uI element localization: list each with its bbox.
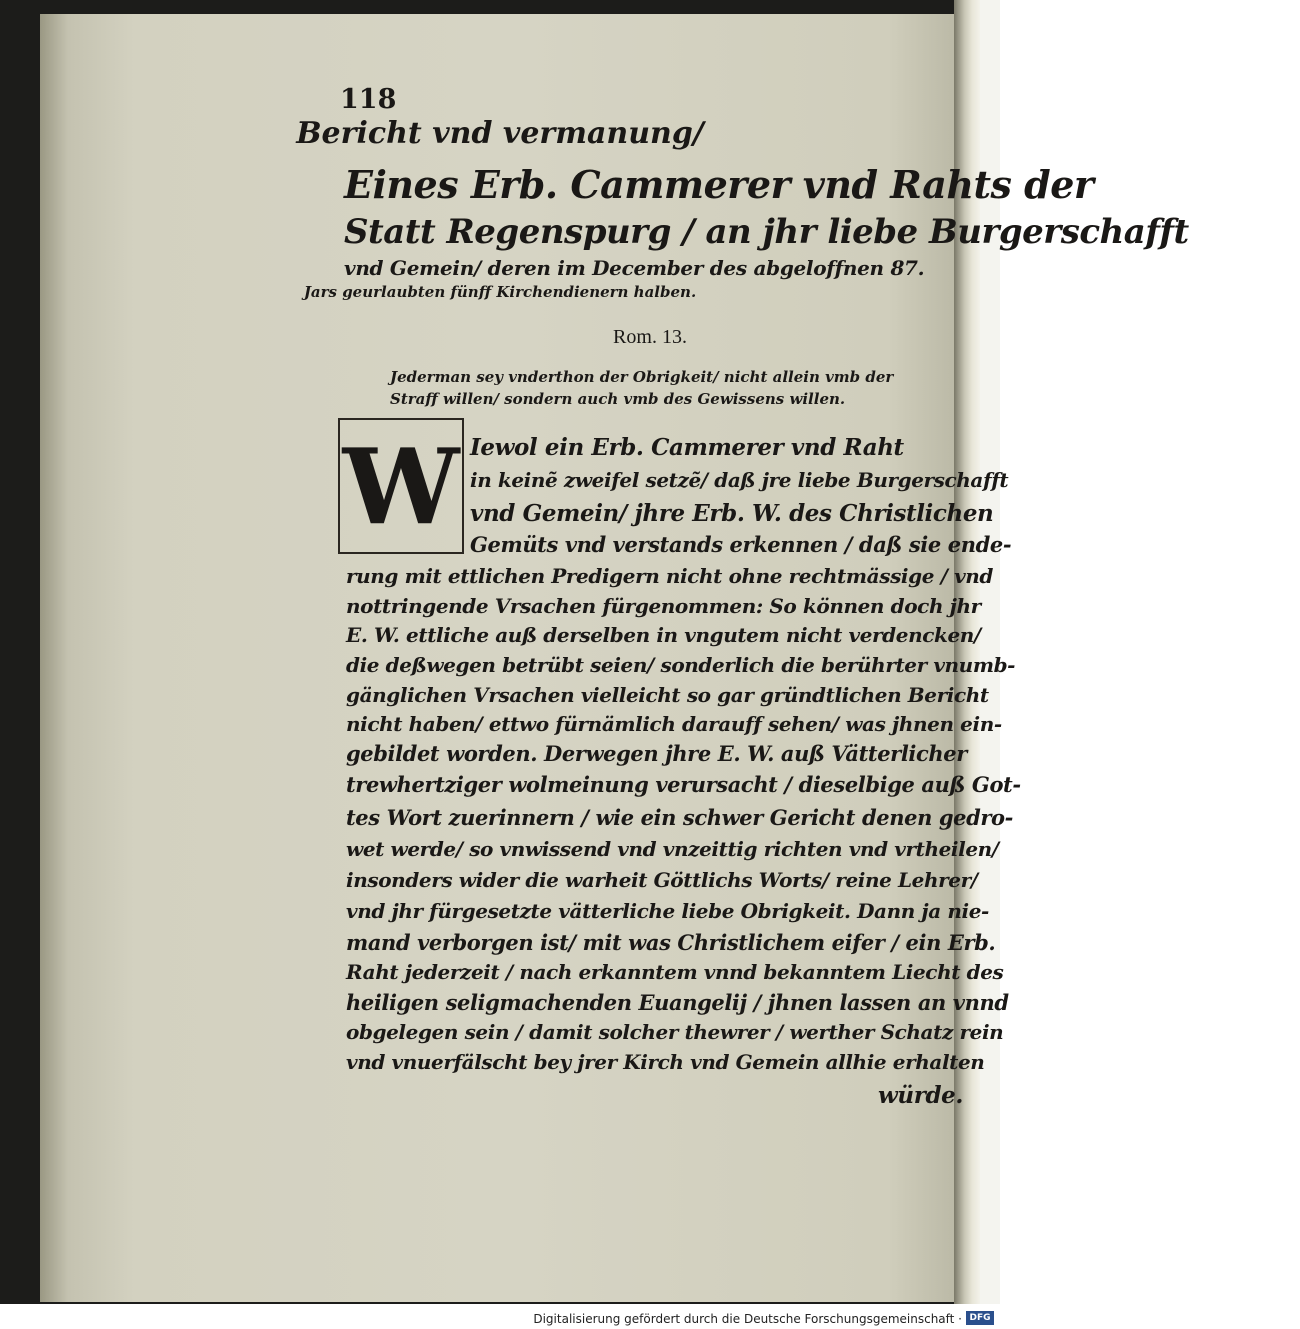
body-line-18: Raht jederzeit / nach erkanntem vnnd bekanntem Liecht des [346, 960, 1004, 984]
drop-cap-initial [338, 418, 464, 554]
body-line-12: trewhertziger wolmeinung verursacht / dieselbige auß Got- [346, 772, 1021, 797]
body-line-5: rung mit ettlichen Predigern nicht ohne rechtmässige / vnd [346, 564, 994, 588]
body-line-13: tes Wort zuerinnern / wie ein schwer Gericht denen gedro- [346, 805, 1013, 830]
epigraph-line-2: Straff willen/ sondern auch vmb des Gewissens willen. [390, 390, 846, 408]
body-line-11: gebildet worden. Derwegen jhre E. W. auß Vätterlicher [346, 741, 967, 766]
body-line-19: heiligen seligmachenden Euangelij / jhnen lassen an vnnd [346, 990, 1009, 1015]
body-line-4: Gemüts vnd verstands erkennen / daß sie ende- [470, 532, 1012, 557]
body-line-2: in keinẽ zweifel setzẽ/ daß jre liebe Burgerschafft [470, 468, 1009, 492]
epigraph-line-1: Jederman sey vnderthon der Obrigkeit/ nicht allein vmb der [390, 368, 894, 386]
title-line-5: Jars geurlaubten fünff Kirchendienern halben. [303, 283, 697, 301]
body-line-3: vnd Gemein/ jhre Erb. W. des Christlichen [470, 500, 994, 527]
body-line-14: wet werde/ so vnwissend vnd vnzeittig richten vnd vrtheilen/ [346, 837, 999, 861]
title-line-3: Statt Regenspurg / an jhr liebe Burgerschafft [344, 212, 1189, 252]
body-line-9: gänglichen Vrsachen vielleicht so gar gründtlichen Bericht [346, 683, 989, 707]
title-line-2: Eines Erb. Cammerer vnd Rahts der [344, 162, 1094, 207]
scripture-reference: Rom. 13. [613, 326, 687, 348]
body-line-6: nottringende Vrsachen fürgenommen: So können doch jhr [346, 594, 981, 618]
body-line-7: E. W. ettliche auß derselben in vngutem nicht verdencken/ [346, 623, 981, 647]
drop-cap-letter: W [342, 424, 460, 548]
body-line-10: nicht haben/ ettwo fürnämlich darauff sehen/ was jhnen ein- [346, 712, 1002, 736]
body-line-8: die deßwegen betrübt seien/ sonderlich die berührter vnumb- [346, 653, 1016, 677]
body-line-17: mand verborgen ist/ mit was Christlichem eifer / ein Erb. [346, 930, 996, 955]
title-line-1: Bericht vnd vermanung/ [296, 116, 704, 151]
body-line-22: würde. [878, 1082, 963, 1109]
page-number: 118 [340, 84, 397, 115]
body-line-1: Iewol ein Erb. Cammerer vnd Raht [470, 434, 904, 461]
body-line-15: insonders wider die warheit Göttlichs Worts/ reine Lehrer/ [346, 868, 978, 892]
body-line-21: vnd vnuerfälscht bey jrer Kirch vnd Gemein allhie erhalten [346, 1050, 985, 1074]
body-line-16: vnd jhr fürgesetzte vätterliche liebe Obrigkeit. Dann ja nie- [346, 899, 989, 923]
dfg-logo-icon: DFG [966, 1311, 994, 1325]
funding-credit: Digitalisierung gefördert durch die Deutsche Forschungsgemeinschaft · [533, 1312, 962, 1326]
body-line-20: obgelegen sein / damit solcher thewrer / werther Schatz rein [346, 1020, 1004, 1044]
title-line-4: vnd Gemein/ deren im December des abgeloffnen 87. [344, 256, 925, 280]
